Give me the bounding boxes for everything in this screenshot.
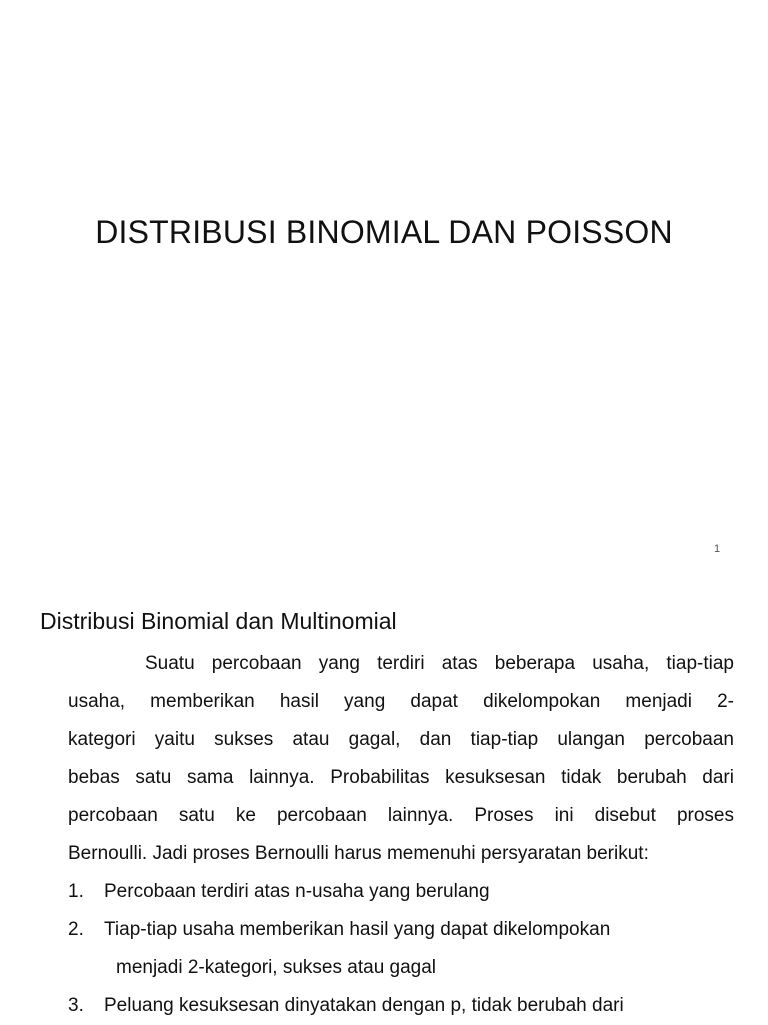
list-text-continuation: menjadi 2-kategori, sukses atau gagal <box>116 957 437 978</box>
page-number: 1 <box>714 543 721 555</box>
list-item <box>68 987 748 1025</box>
list-text: Percobaan terdiri atas n-usaha yang berulang <box>104 881 490 902</box>
list-number: 3. <box>68 995 84 1016</box>
section-heading: Distribusi Binomial dan Multinomial <box>40 608 397 634</box>
list-item-continuation <box>68 949 748 987</box>
list-item <box>68 911 748 949</box>
list-text: Tiap-tiap usaha memberikan hasil yang dapat dikelompokan <box>104 919 611 940</box>
list-number: 2. <box>68 919 84 940</box>
paragraph-line: Bernoulli. Jadi proses Bernoulli harus memenuhi persyaratan berikut: <box>68 843 649 864</box>
list-number: 1. <box>68 881 84 902</box>
slide-title: DISTRIBUSI BINOMIAL DAN POISSON <box>95 214 673 250</box>
list-item <box>68 873 748 911</box>
paragraph-line: usaha, memberikan hasil yang dapat dikelompokan menjadi 2- <box>68 691 734 712</box>
paragraph-line: bebas satu sama lainnya. Probabilitas kesuksesan tidak berubah dari <box>68 767 734 788</box>
paragraph-line: Suatu percobaan yang terdiri atas beberapa usaha, tiap-tiap <box>145 653 734 674</box>
requirements-list <box>68 873 748 1025</box>
body-paragraph <box>68 645 734 873</box>
list-text: Peluang kesuksesan dinyatakan dengan p, tidak berubah dari <box>104 995 624 1016</box>
paragraph-line: kategori yaitu sukses atau gagal, dan tiap-tiap ulangan percobaan <box>68 729 734 750</box>
paragraph-line: percobaan satu ke percobaan lainnya. Proses ini disebut proses <box>68 805 734 826</box>
